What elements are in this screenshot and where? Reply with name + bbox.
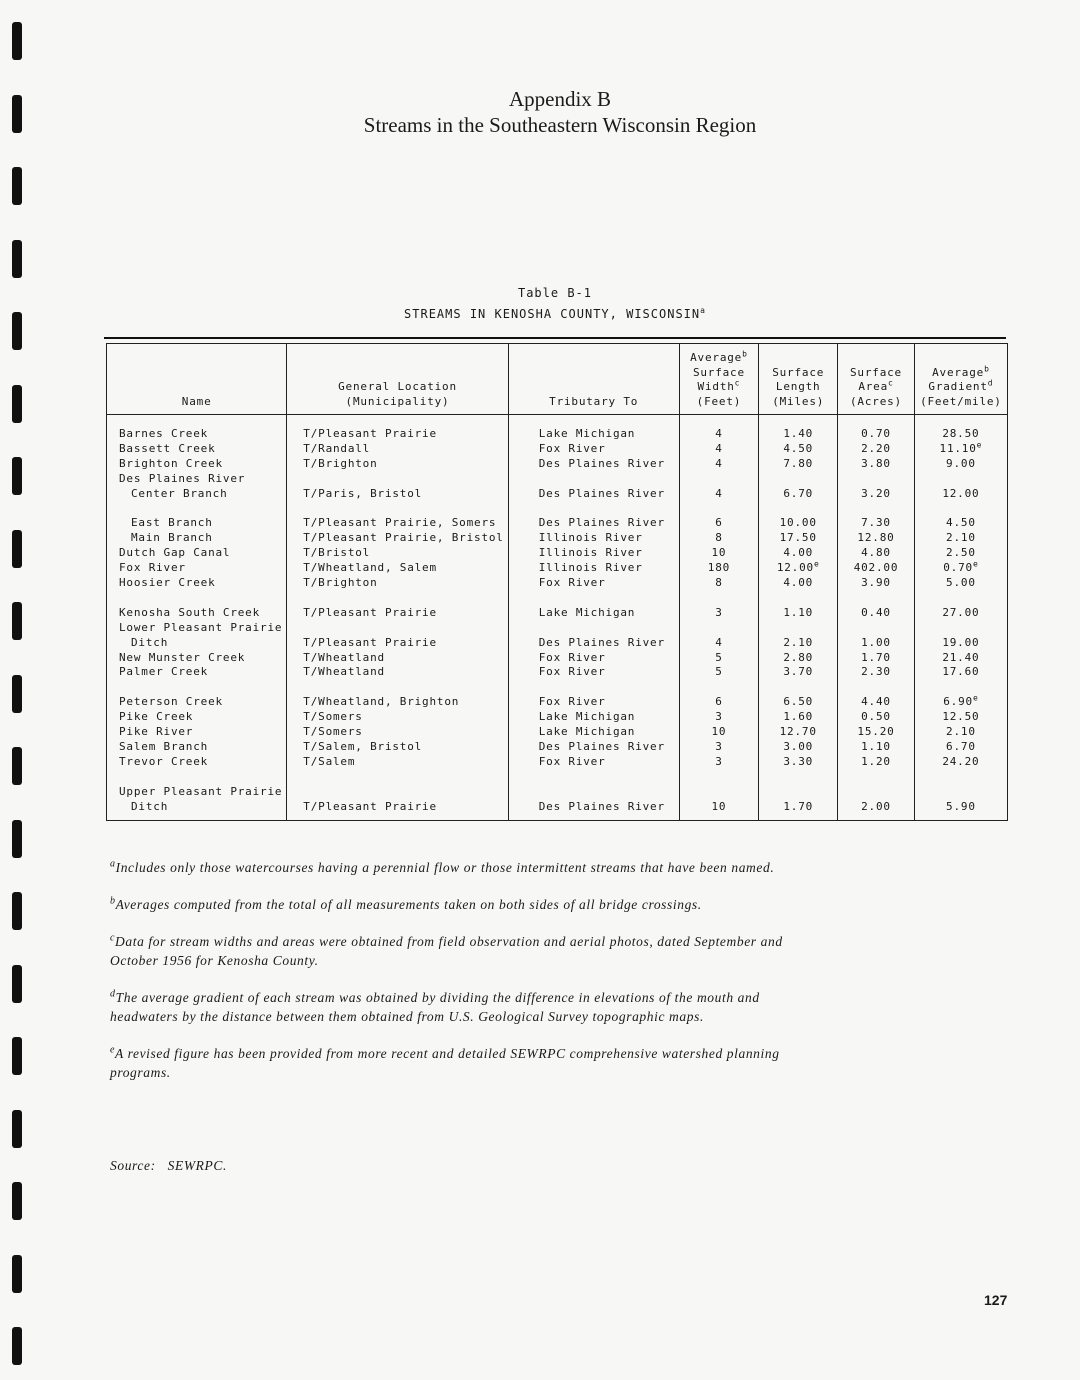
page-number: 127 — [984, 1292, 1008, 1308]
cell-tributary: Illinois River — [508, 561, 679, 576]
cell-area: 1.70 — [838, 651, 915, 666]
table-spacer-row — [107, 680, 1008, 695]
cell-width — [679, 680, 759, 695]
cell-length: 2.10 — [759, 636, 838, 651]
table-row — [107, 665, 1008, 680]
cell-name: Lower Pleasant Prairie — [107, 621, 287, 636]
cell-location: T/Pleasant Prairie — [287, 606, 508, 621]
cell-width — [679, 770, 759, 785]
header-length: Surface Length (Miles) — [759, 344, 838, 415]
cell-tributary — [508, 472, 679, 487]
cell-area: 0.50 — [838, 710, 915, 725]
cell-area: 402.00 — [838, 561, 915, 576]
cell-name: Center Branch — [107, 487, 287, 502]
binding-hole — [12, 965, 22, 1003]
cell-width: 180 — [679, 561, 759, 576]
table-spacer-row — [107, 502, 1008, 517]
table-row — [107, 457, 1008, 472]
cell-area: 15.20 — [838, 725, 915, 740]
cell-location — [287, 591, 508, 606]
table-row — [107, 800, 1008, 820]
table-row — [107, 516, 1008, 531]
table-row — [107, 442, 1008, 457]
cell-name: Peterson Creek — [107, 695, 287, 710]
cell-width: 8 — [679, 531, 759, 546]
table-body — [107, 415, 1008, 821]
table-row — [107, 785, 1008, 800]
cell-area: 3.20 — [838, 487, 915, 502]
cell-area: 2.00 — [838, 800, 915, 820]
cell-area: 4.80 — [838, 546, 915, 561]
table-row — [107, 725, 1008, 740]
cell-location: T/Brighton — [287, 457, 508, 472]
cell-length: 3.00 — [759, 740, 838, 755]
cell-area: 0.40 — [838, 606, 915, 621]
cell-tributary: Illinois River — [508, 546, 679, 561]
cell-name: Main Branch — [107, 531, 287, 546]
cell-tributary: Des Plaines River — [508, 516, 679, 531]
cell-name: East Branch — [107, 516, 287, 531]
table-row — [107, 561, 1008, 576]
cell-name: Palmer Creek — [107, 665, 287, 680]
table-spacer-row — [107, 770, 1008, 785]
cell-location: T/Salem — [287, 755, 508, 770]
binding-hole — [12, 530, 22, 568]
cell-width: 3 — [679, 755, 759, 770]
cell-length — [759, 680, 838, 695]
cell-area: 4.40 — [838, 695, 915, 710]
cell-length: 1.60 — [759, 710, 838, 725]
cell-name: Upper Pleasant Prairie — [107, 785, 287, 800]
header-name: Name — [107, 344, 287, 415]
cell-width: 3 — [679, 710, 759, 725]
table-top-rule — [104, 337, 1006, 339]
cell-tributary — [508, 502, 679, 517]
cell-tributary: Fox River — [508, 695, 679, 710]
binding-hole — [12, 1110, 22, 1148]
cell-area — [838, 591, 915, 606]
header-width: Average$^b$ Surface Width$^c$ (Feet) — [679, 344, 759, 415]
table-caption-note: a — [700, 306, 706, 315]
cell-area: 1.20 — [838, 755, 915, 770]
spiral-binding — [12, 0, 26, 1380]
table-spacer-row — [107, 591, 1008, 606]
cell-gradient: 12.50 — [914, 710, 1007, 725]
cell-length — [759, 785, 838, 800]
cell-gradient: 9.00 — [914, 457, 1007, 472]
cell-gradient: 12.00 — [914, 487, 1007, 502]
binding-hole — [12, 457, 22, 495]
cell-length: 12.00e — [759, 561, 838, 576]
cell-length — [759, 591, 838, 606]
cell-gradient: 17.60 — [914, 665, 1007, 680]
footnotes — [110, 858, 790, 1100]
header-gradient: Average$^b$ Gradient$^d$ (Feet/mile) — [914, 344, 1007, 415]
cell-location: T/Pleasant Prairie — [287, 415, 508, 442]
cell-name: Hoosier Creek — [107, 576, 287, 591]
cell-area — [838, 472, 915, 487]
cell-width: 6 — [679, 695, 759, 710]
cell-width — [679, 621, 759, 636]
cell-tributary: Des Plaines River — [508, 636, 679, 651]
cell-area — [838, 785, 915, 800]
cell-tributary: Des Plaines River — [508, 740, 679, 755]
cell-width: 4 — [679, 442, 759, 457]
streams-table — [106, 343, 1008, 821]
cell-width: 6 — [679, 516, 759, 531]
cell-gradient: 5.00 — [914, 576, 1007, 591]
cell-length: 4.00 — [759, 576, 838, 591]
cell-gradient: 27.00 — [914, 606, 1007, 621]
binding-hole — [12, 1182, 22, 1220]
cell-gradient: 0.70e — [914, 561, 1007, 576]
cell-length: 7.80 — [759, 457, 838, 472]
cell-length: 3.70 — [759, 665, 838, 680]
cell-name: Pike River — [107, 725, 287, 740]
cell-gradient: 11.10e — [914, 442, 1007, 457]
cell-location: T/Pleasant Prairie, Somers — [287, 516, 508, 531]
cell-gradient — [914, 472, 1007, 487]
cell-width: 4 — [679, 636, 759, 651]
table-row — [107, 487, 1008, 502]
cell-name: Dutch Gap Canal — [107, 546, 287, 561]
cell-location: T/Somers — [287, 725, 508, 740]
cell-area: 3.80 — [838, 457, 915, 472]
cell-tributary: Fox River — [508, 651, 679, 666]
cell-gradient: 2.10 — [914, 531, 1007, 546]
cell-width: 10 — [679, 546, 759, 561]
cell-tributary: Des Plaines River — [508, 457, 679, 472]
table-row — [107, 531, 1008, 546]
binding-hole — [12, 820, 22, 858]
cell-width — [679, 785, 759, 800]
cell-name — [107, 591, 287, 606]
source-value: SEWRPC. — [167, 1158, 227, 1173]
cell-tributary: Des Plaines River — [508, 800, 679, 820]
cell-name: New Munster Creek — [107, 651, 287, 666]
cell-gradient: 2.50 — [914, 546, 1007, 561]
cell-tributary — [508, 680, 679, 695]
cell-gradient: 19.00 — [914, 636, 1007, 651]
table-row — [107, 621, 1008, 636]
cell-name — [107, 680, 287, 695]
table-row — [107, 755, 1008, 770]
table-row — [107, 636, 1008, 651]
table-row — [107, 710, 1008, 725]
cell-location: T/Paris, Bristol — [287, 487, 508, 502]
cell-width — [679, 472, 759, 487]
page-title: Streams in the Southeastern Wisconsin Region — [363, 113, 757, 137]
table-row — [107, 740, 1008, 755]
cell-length: 1.10 — [759, 606, 838, 621]
cell-name: Pike Creek — [107, 710, 287, 725]
binding-hole — [12, 22, 22, 60]
cell-width: 10 — [679, 725, 759, 740]
cell-width: 5 — [679, 651, 759, 666]
cell-location: T/Pleasant Prairie — [287, 636, 508, 651]
table-caption — [0, 307, 1080, 321]
footnote-e: $^e$A revised figure has been provided from more recent and detailed SEWRPC comprehensive watershed planning programs. — [110, 1044, 780, 1080]
cell-location — [287, 502, 508, 517]
cell-tributary — [508, 591, 679, 606]
cell-length: 4.00 — [759, 546, 838, 561]
cell-gradient — [914, 621, 1007, 636]
cell-location: T/Salem, Bristol — [287, 740, 508, 755]
binding-hole — [12, 675, 22, 713]
cell-tributary: Lake Michigan — [508, 606, 679, 621]
cell-location: T/Wheatland — [287, 651, 508, 666]
cell-area: 2.30 — [838, 665, 915, 680]
table-row — [107, 695, 1008, 710]
cell-tributary: Fox River — [508, 665, 679, 680]
cell-location: T/Pleasant Prairie, Bristol — [287, 531, 508, 546]
cell-width: 4 — [679, 487, 759, 502]
cell-width — [679, 502, 759, 517]
cell-area: 2.20 — [838, 442, 915, 457]
footnote-c: $^c$Data for stream widths and areas were obtained from field observation and aerial photos, dated September and October 1956 for Kenosha County. — [110, 932, 783, 968]
cell-name: Des Plaines River — [107, 472, 287, 487]
cell-tributary: Lake Michigan — [508, 415, 679, 442]
cell-area: 0.70 — [838, 415, 915, 442]
cell-area — [838, 621, 915, 636]
cell-gradient: 6.90e — [914, 695, 1007, 710]
cell-area: 3.90 — [838, 576, 915, 591]
cell-area: 7.30 — [838, 516, 915, 531]
cell-tributary: Lake Michigan — [508, 710, 679, 725]
cell-name: Kenosha South Creek — [107, 606, 287, 621]
cell-length: 1.40 — [759, 415, 838, 442]
cell-location: T/Somers — [287, 710, 508, 725]
cell-location: T/Brighton — [287, 576, 508, 591]
cell-length: 10.00 — [759, 516, 838, 531]
binding-hole — [12, 240, 22, 278]
cell-location — [287, 472, 508, 487]
header-tributary: Tributary To — [508, 344, 679, 415]
binding-hole — [12, 602, 22, 640]
source-label: Source: — [110, 1158, 156, 1173]
binding-hole — [12, 1037, 22, 1075]
cell-tributary: Lake Michigan — [508, 725, 679, 740]
binding-hole — [12, 1327, 22, 1365]
binding-hole — [12, 167, 22, 205]
table-caption-text: STREAMS IN KENOSHA COUNTY, WISCONSIN — [404, 307, 701, 321]
cell-width: 8 — [679, 576, 759, 591]
header-location: General Location (Municipality) — [287, 344, 508, 415]
cell-width: 3 — [679, 740, 759, 755]
footnote-d: $^d$The average gradient of each stream was obtained by dividing the difference in elevations of the mouth and headwaters by the distance between them obtained from U.S. Geological Survey topographic maps. — [110, 988, 760, 1024]
cell-gradient — [914, 785, 1007, 800]
cell-name: Fox River — [107, 561, 287, 576]
cell-name: Ditch — [107, 800, 287, 820]
cell-length: 4.50 — [759, 442, 838, 457]
cell-width: 3 — [679, 606, 759, 621]
footnote-a: $^a$Includes only those watercourses having a perennial flow or those intermittent streams that have been named. — [110, 858, 775, 875]
cell-location: T/Pleasant Prairie — [287, 800, 508, 820]
footnote-b: $^b$Averages computed from the total of all measurements taken on both sides of all bridge crossings. — [110, 895, 702, 912]
cell-gradient — [914, 770, 1007, 785]
cell-width: 10 — [679, 800, 759, 820]
cell-length: 3.30 — [759, 755, 838, 770]
cell-gradient: 21.40 — [914, 651, 1007, 666]
cell-width: 5 — [679, 665, 759, 680]
cell-tributary: Illinois River — [508, 531, 679, 546]
cell-length — [759, 770, 838, 785]
table-row — [107, 472, 1008, 487]
table-header-row — [107, 344, 1008, 415]
cell-tributary — [508, 621, 679, 636]
cell-location — [287, 621, 508, 636]
cell-tributary: Fox River — [508, 442, 679, 457]
cell-tributary: Des Plaines River — [508, 487, 679, 502]
table-row — [107, 546, 1008, 561]
cell-length — [759, 472, 838, 487]
cell-gradient: 5.90 — [914, 800, 1007, 820]
cell-area: 12.80 — [838, 531, 915, 546]
cell-area — [838, 680, 915, 695]
cell-length — [759, 502, 838, 517]
cell-location: T/Randall — [287, 442, 508, 457]
cell-name: Brighton Creek — [107, 457, 287, 472]
cell-length — [759, 621, 838, 636]
cell-location: T/Wheatland, Salem — [287, 561, 508, 576]
cell-area — [838, 770, 915, 785]
cell-gradient: 6.70 — [914, 740, 1007, 755]
cell-length: 6.50 — [759, 695, 838, 710]
cell-location: T/Bristol — [287, 546, 508, 561]
cell-name — [107, 502, 287, 517]
cell-tributary: Fox River — [508, 755, 679, 770]
cell-length: 1.70 — [759, 800, 838, 820]
table-row — [107, 576, 1008, 591]
cell-area — [838, 502, 915, 517]
binding-hole — [12, 1255, 22, 1293]
table-row — [107, 415, 1008, 442]
cell-name: Ditch — [107, 636, 287, 651]
cell-name: Bassett Creek — [107, 442, 287, 457]
cell-length: 6.70 — [759, 487, 838, 502]
table-label: Table B-1 — [517, 286, 593, 300]
cell-area: 1.00 — [838, 636, 915, 651]
cell-length: 2.80 — [759, 651, 838, 666]
cell-gradient: 4.50 — [914, 516, 1007, 531]
cell-location — [287, 680, 508, 695]
cell-width — [679, 591, 759, 606]
cell-location — [287, 770, 508, 785]
binding-hole — [12, 747, 22, 785]
cell-area: 1.10 — [838, 740, 915, 755]
binding-hole — [12, 892, 22, 930]
cell-name: Salem Branch — [107, 740, 287, 755]
cell-length: 17.50 — [759, 531, 838, 546]
table-row — [107, 651, 1008, 666]
appendix-label: Appendix B — [508, 87, 612, 111]
cell-name — [107, 770, 287, 785]
header-area: Surface Area$^c$ (Acres) — [838, 344, 915, 415]
cell-tributary — [508, 770, 679, 785]
cell-gradient — [914, 591, 1007, 606]
cell-length: 12.70 — [759, 725, 838, 740]
cell-location: T/Wheatland — [287, 665, 508, 680]
binding-hole — [12, 385, 22, 423]
cell-name: Barnes Creek — [107, 415, 287, 442]
source-line — [110, 1158, 227, 1174]
cell-gradient: 24.20 — [914, 755, 1007, 770]
cell-tributary — [508, 785, 679, 800]
cell-gradient: 28.50 — [914, 415, 1007, 442]
cell-gradient — [914, 680, 1007, 695]
cell-location: T/Wheatland, Brighton — [287, 695, 508, 710]
cell-tributary: Fox River — [508, 576, 679, 591]
cell-gradient: 2.10 — [914, 725, 1007, 740]
cell-width: 4 — [679, 415, 759, 442]
table-row — [107, 606, 1008, 621]
cell-width: 4 — [679, 457, 759, 472]
cell-location — [287, 785, 508, 800]
cell-name: Trevor Creek — [107, 755, 287, 770]
cell-gradient — [914, 502, 1007, 517]
